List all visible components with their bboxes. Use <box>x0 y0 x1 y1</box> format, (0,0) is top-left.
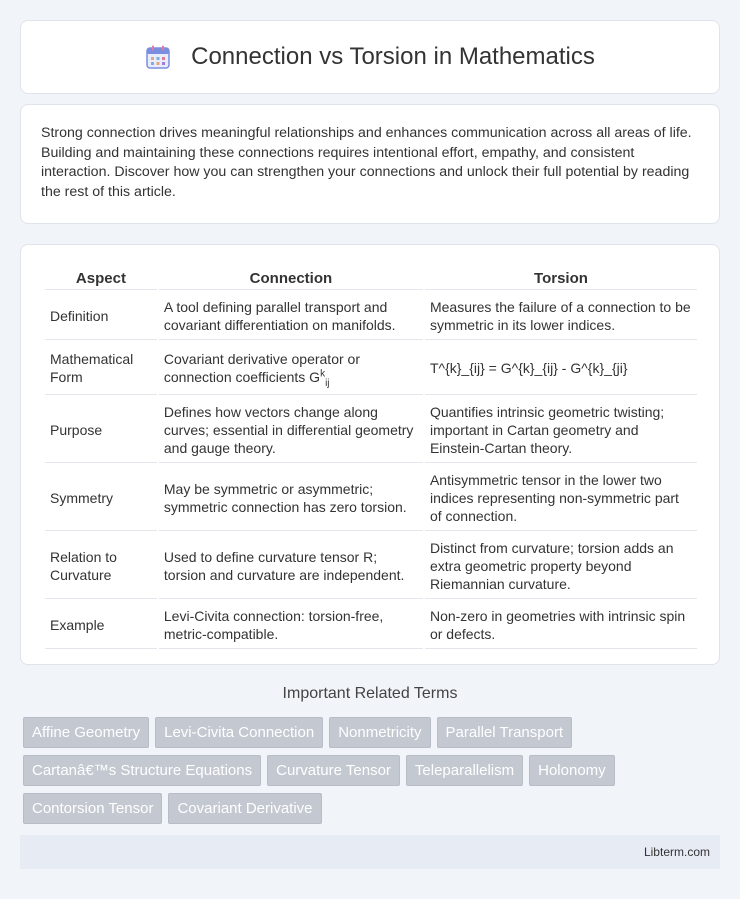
related-term-tag[interactable]: Cartanâ€™s Structure Equations <box>23 755 261 786</box>
related-term-tag[interactable]: Holonomy <box>529 755 615 786</box>
row-connection <box>159 342 423 395</box>
footer-site-link[interactable]: Libterm.com <box>643 845 710 859</box>
related-terms-list <box>23 717 723 824</box>
row-torsion: Non-zero in geometries with intrinsic spin or defects. <box>425 601 697 649</box>
related-term-tag[interactable]: Parallel Transport <box>437 717 573 748</box>
footer <box>20 835 720 869</box>
related-term-tag[interactable]: Curvature Tensor <box>267 755 400 786</box>
table-row <box>45 397 697 463</box>
row-torsion: T^{k}_{ij} = G^{k}_{ij} - G^{k}_{ji} <box>425 342 697 395</box>
row-torsion: Measures the failure of a connection to be symmetric in its lower indices. <box>425 292 697 340</box>
intro-text: Strong connection drives meaningful relationships and enhances communication across all areas of life. Building and maintaining these connections requires intentional effort, empathy, and consistent interaction. Discover how you can strengthen your connections and unlock their full potential by reading the rest of this article. <box>41 125 692 200</box>
row-aspect: Symmetry <box>45 465 157 531</box>
row-connection: Used to define curvature tensor R; torsion and curvature are independent. <box>159 533 423 599</box>
row-connection: May be symmetric or asymmetric; symmetric connection has zero torsion. <box>159 465 423 531</box>
row-aspect: Purpose <box>45 397 157 463</box>
related-terms-title: Important Related Terms <box>282 685 458 702</box>
row-aspect: Relation to Curvature <box>45 533 157 599</box>
table-row <box>45 465 697 531</box>
row-torsion: Antisymmetric tensor in the lower two indices representing non-symmetric part of connection. <box>425 465 697 531</box>
row-connection: Levi-Civita connection: torsion-free, metric-compatible. <box>159 601 423 649</box>
row-aspect: Definition <box>45 292 157 340</box>
table-row <box>45 292 697 340</box>
row-connection: A tool defining parallel transport and covariant differentiation on manifolds. <box>159 292 423 340</box>
row-torsion: Distinct from curvature; torsion adds an extra geometric property beyond Riemannian curvature. <box>425 533 697 599</box>
header-aspect: Aspect <box>45 267 157 290</box>
header-card <box>20 20 720 94</box>
related-term-tag[interactable]: Levi-Civita Connection <box>155 717 323 748</box>
comparison-table <box>43 265 699 651</box>
row-torsion: Quantifies intrinsic geometric twisting; important in Cartan geometry and Einstein-Cartan theory. <box>425 397 697 463</box>
connection-form-text: Covariant derivative operator or connection coefficients G <box>163 351 360 385</box>
table-row <box>45 533 697 599</box>
table-row <box>45 601 697 649</box>
related-term-tag[interactable]: Contorsion Tensor <box>23 793 162 824</box>
related-term-tag[interactable]: Teleparallelism <box>406 755 523 786</box>
connection-form-sub: ij <box>325 377 330 389</box>
header-torsion: Torsion <box>425 267 697 290</box>
page-title: Connection vs Torsion in Mathematics <box>191 43 595 70</box>
connection-form-sup: k <box>320 368 326 380</box>
related-term-tag[interactable]: Affine Geometry <box>23 717 149 748</box>
related-term-tag[interactable]: Covariant Derivative <box>168 793 321 824</box>
comparison-table-card <box>20 244 720 665</box>
related-term-tag[interactable]: Nonmetricity <box>329 717 430 748</box>
row-connection: Defines how vectors change along curves; essential in differential geometry and gauge theory. <box>159 397 423 463</box>
table-row <box>45 342 697 395</box>
intro-card <box>20 104 720 224</box>
row-aspect: Mathematical Form <box>45 342 157 395</box>
row-aspect: Example <box>45 601 157 649</box>
table-header-row <box>45 267 697 290</box>
calendar-icon <box>145 44 171 70</box>
header-connection: Connection <box>159 267 423 290</box>
